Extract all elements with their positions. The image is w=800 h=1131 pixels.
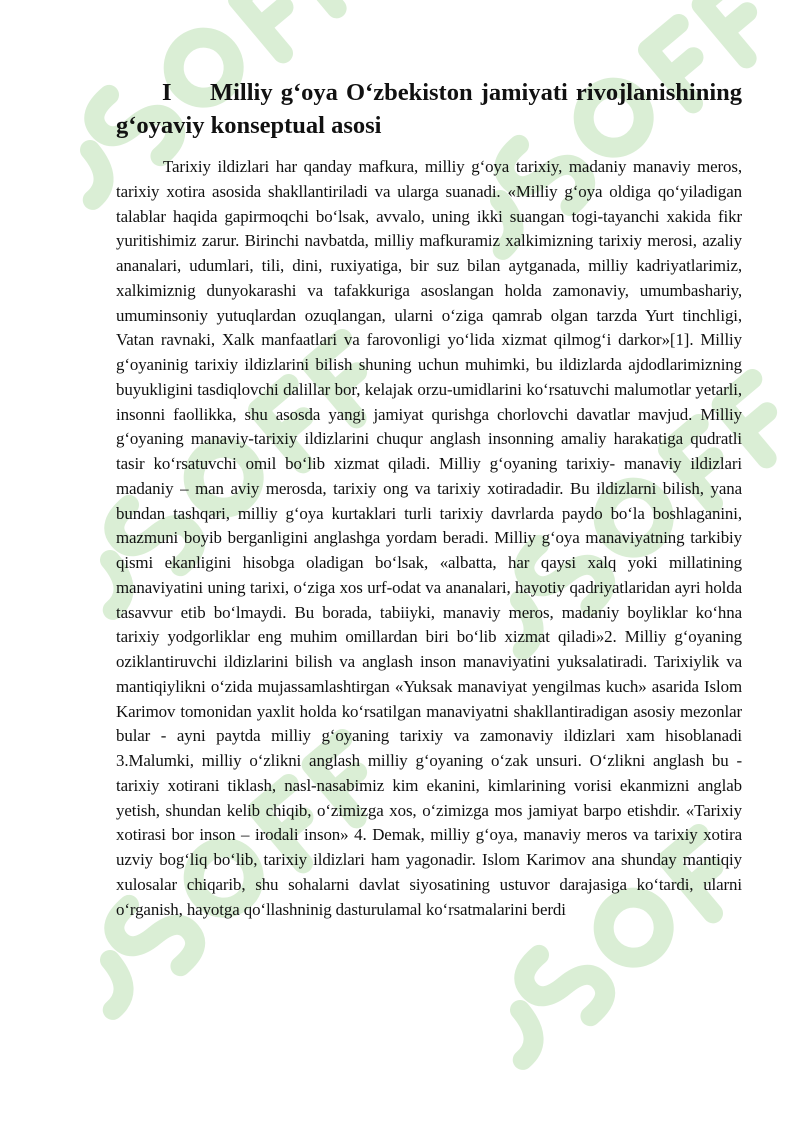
section-heading [116, 76, 742, 142]
section-title: Milliy g‘oya O‘zbekiston jamiyati rivojlanishining g‘oyaviy konseptual asosi [116, 79, 742, 139]
document-page [116, 76, 742, 922]
body-paragraph: Tarixiy ildizlari har qanday mafkura, milliy g‘oya tarixiy, madaniy manaviy meros, tarixiy xotira asosida shakllantiriladi va ularga suanadi. «Milliy g‘oya oldiga qo‘yiladigan talablar haqida gapirmoqchi bo‘lsak, avvalo, uning ikki suangan togi-tayanchi xakida fikr yuritishimiz zarur. Birinchi navbatda, milliy mafkuramiz xalkimizning tarixiy merosi, azaliy ananalari, udumlari, tili, dini, ruxiyatiga, bir suz bilan aytganada, milliy kadriyatlarimiz, xalkimiznig dunyokarashi va tafakkuriga asoslangan holda zamonaviy, umumbashariy, umuminsoniy yutuqlardan ozuqlangan, ularni o‘ziga qamrab olgan tarzda Yurt tinchligi, Vatan ravnaki, Xalk manfaatlari va farovonligi yo‘lida xizmat qilmog‘i darkor»[1]. Milliy g‘oyaninig tarixiy ildizlarini bilish shuning uchun muhimki, bu ildizlarda ajdodlarimizning buyukligini tasdiqlovchi dalillar bor, kelajak orzu-umidlarini ko‘rsatuvchi malumotlar yetarli, insonni faollikka, shu asosda yangi jamiyat qurishga chorlovchi davatlar mavjud. Milliy g‘oyaning manaviy-tarixiy ildizlarini chuqur anglash insonning amaliy harakatiga qudratli tasir ko‘rsatuvchi omil bo‘lib xizmat qiladi. Milliy g‘oyaning tarixiy- manaviy ildizlari madaniy – man aviy merosda, tarixiy ong va tarixiy xotiradadir. Bu ildizlarni bilish, yana bundan tashqari, milliy g‘oya kurtaklari turli tarixiy davrlarda paydo bo‘la boshlaganini, mazmuni boyib berganligini anglashga yordam beradi. Milliy g‘oya manaviyatning tarkibiy qismi ekanligini hisobga oladigan bo‘lsak, «albatta, har qaysi xalq yoki millatining manaviyatini uning tarixi, o‘ziga xos urf-odat va ananalari, hayotiy qadriyatlaridan ayri holda tasavvur etib bo‘lmaydi. Bu borada, tabiiyki, manaviy meros, madaniy boyliklar ko‘hna tarixiy yodgorliklar eng muhim omillardan biri bo‘lib xizmat qiladi»2. Milliy g‘oyaning oziklantiruvchi ildizlarini bilish va anglash inson manaviyatini yuksalatiradi. Tarixiylik va mantiqiylikni o‘zida mujassamlashtirgan «Yuksak manaviyat yengilmas kuch» asarida Islom Karimov tomonidan yaxlit holda ko‘rsatilgan manaviyatni shakllantiradigan asosiy mezonlar bular - ayni paytda milliy g‘oyaning tarixiy va zamonaviy ildizlari xam hisoblanadi 3.Malumki, milliy o‘zlikni anglash milliy g‘oyaning o‘zak unsuri. O‘zlikni anglash bu - tarixiy xotirani tiklash, nasl-nasabimiz kim ekanini, kimlarining vorisi ekanmizni anglab yetish, shundan kelib chiqib, o‘zimizga xos, o‘zimizga mos jamiyat barpo etishdir. «Tarixiy xotirasi bor inson – irodali inson» 4. Demak, milliy g‘oya, manaviy meros va tarixiy xotira uzviy bog‘liq bo‘lib, tarixiy ildizlari ham yagonadir. Islom Karimov ana shunday mantiqiy xulosalar chiqarib, shu sohalarni davlat siyosatining ustuvor darajasiga ko‘tardi, ularni o‘rganish, hayotga qo‘llashninig dasturulamal ko‘rsatmalarini berdi [116, 157, 742, 919]
section-number: I [162, 79, 172, 106]
